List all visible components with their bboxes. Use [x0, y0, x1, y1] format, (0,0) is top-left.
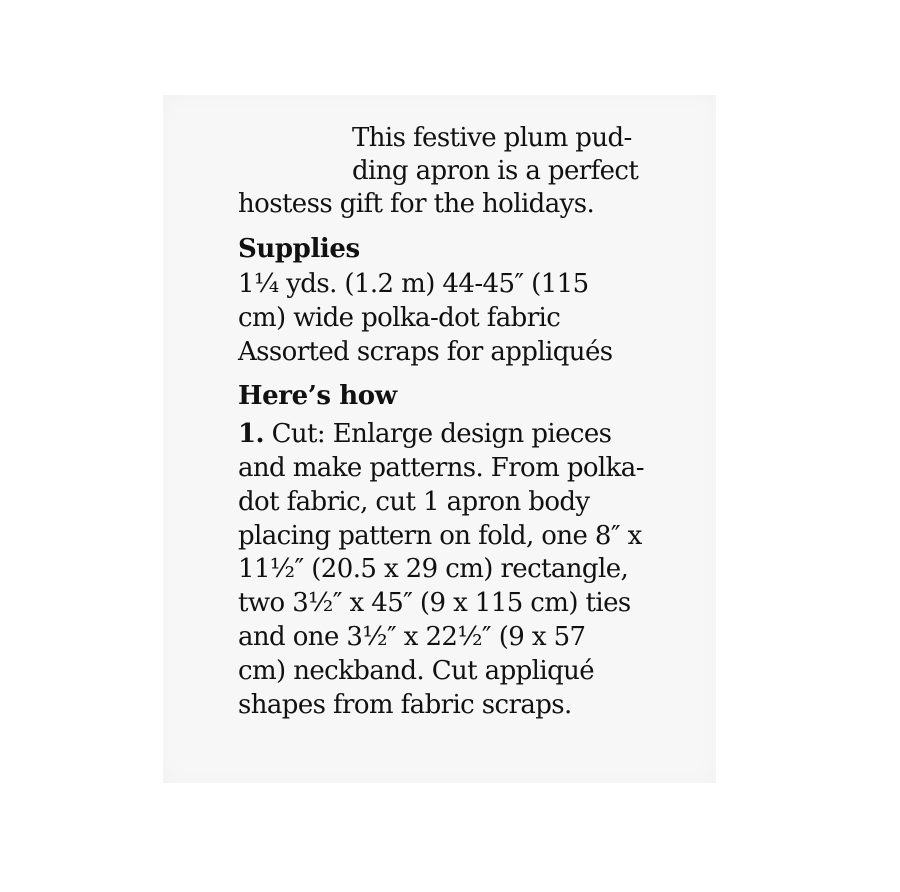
- supplies-line: 1¼ yds. (1.2 m) 44-45″ (115: [238, 269, 589, 299]
- intro-line: hostess gift for the holidays.: [238, 189, 595, 219]
- step-1-line: shapes from fabric scraps.: [238, 690, 572, 720]
- step-1-line: and make patterns. From polka-: [238, 453, 644, 483]
- step-1-line: cm) neckband. Cut appliqué: [238, 656, 595, 686]
- step-1-line: 11½″ (20.5 x 29 cm) rectangle,: [238, 554, 629, 584]
- intro-line: ding apron is a perfect: [352, 156, 639, 186]
- supplies-line: Assorted scraps for appliqués: [238, 337, 613, 367]
- step-1-line: [238, 421, 611, 447]
- step-1-line: dot fabric, cut 1 apron body: [238, 487, 590, 517]
- supplies-line: cm) wide polka-dot fabric: [238, 303, 561, 333]
- step-1-line: and one 3½″ x 22½″ (9 x 57: [238, 622, 586, 652]
- intro-line: This festive plum pud-: [352, 123, 632, 153]
- step-1-line: two 3½″ x 45″ (9 x 115 cm) ties: [238, 588, 631, 618]
- step-number: 1.: [238, 419, 264, 449]
- supplies-heading: Supplies: [238, 234, 360, 264]
- step-1-line: placing pattern on fold, one 8″ x: [238, 521, 642, 551]
- instructions-heading: Here’s how: [238, 381, 397, 411]
- step-1-first-text: Cut: Enlarge design pieces: [263, 419, 612, 449]
